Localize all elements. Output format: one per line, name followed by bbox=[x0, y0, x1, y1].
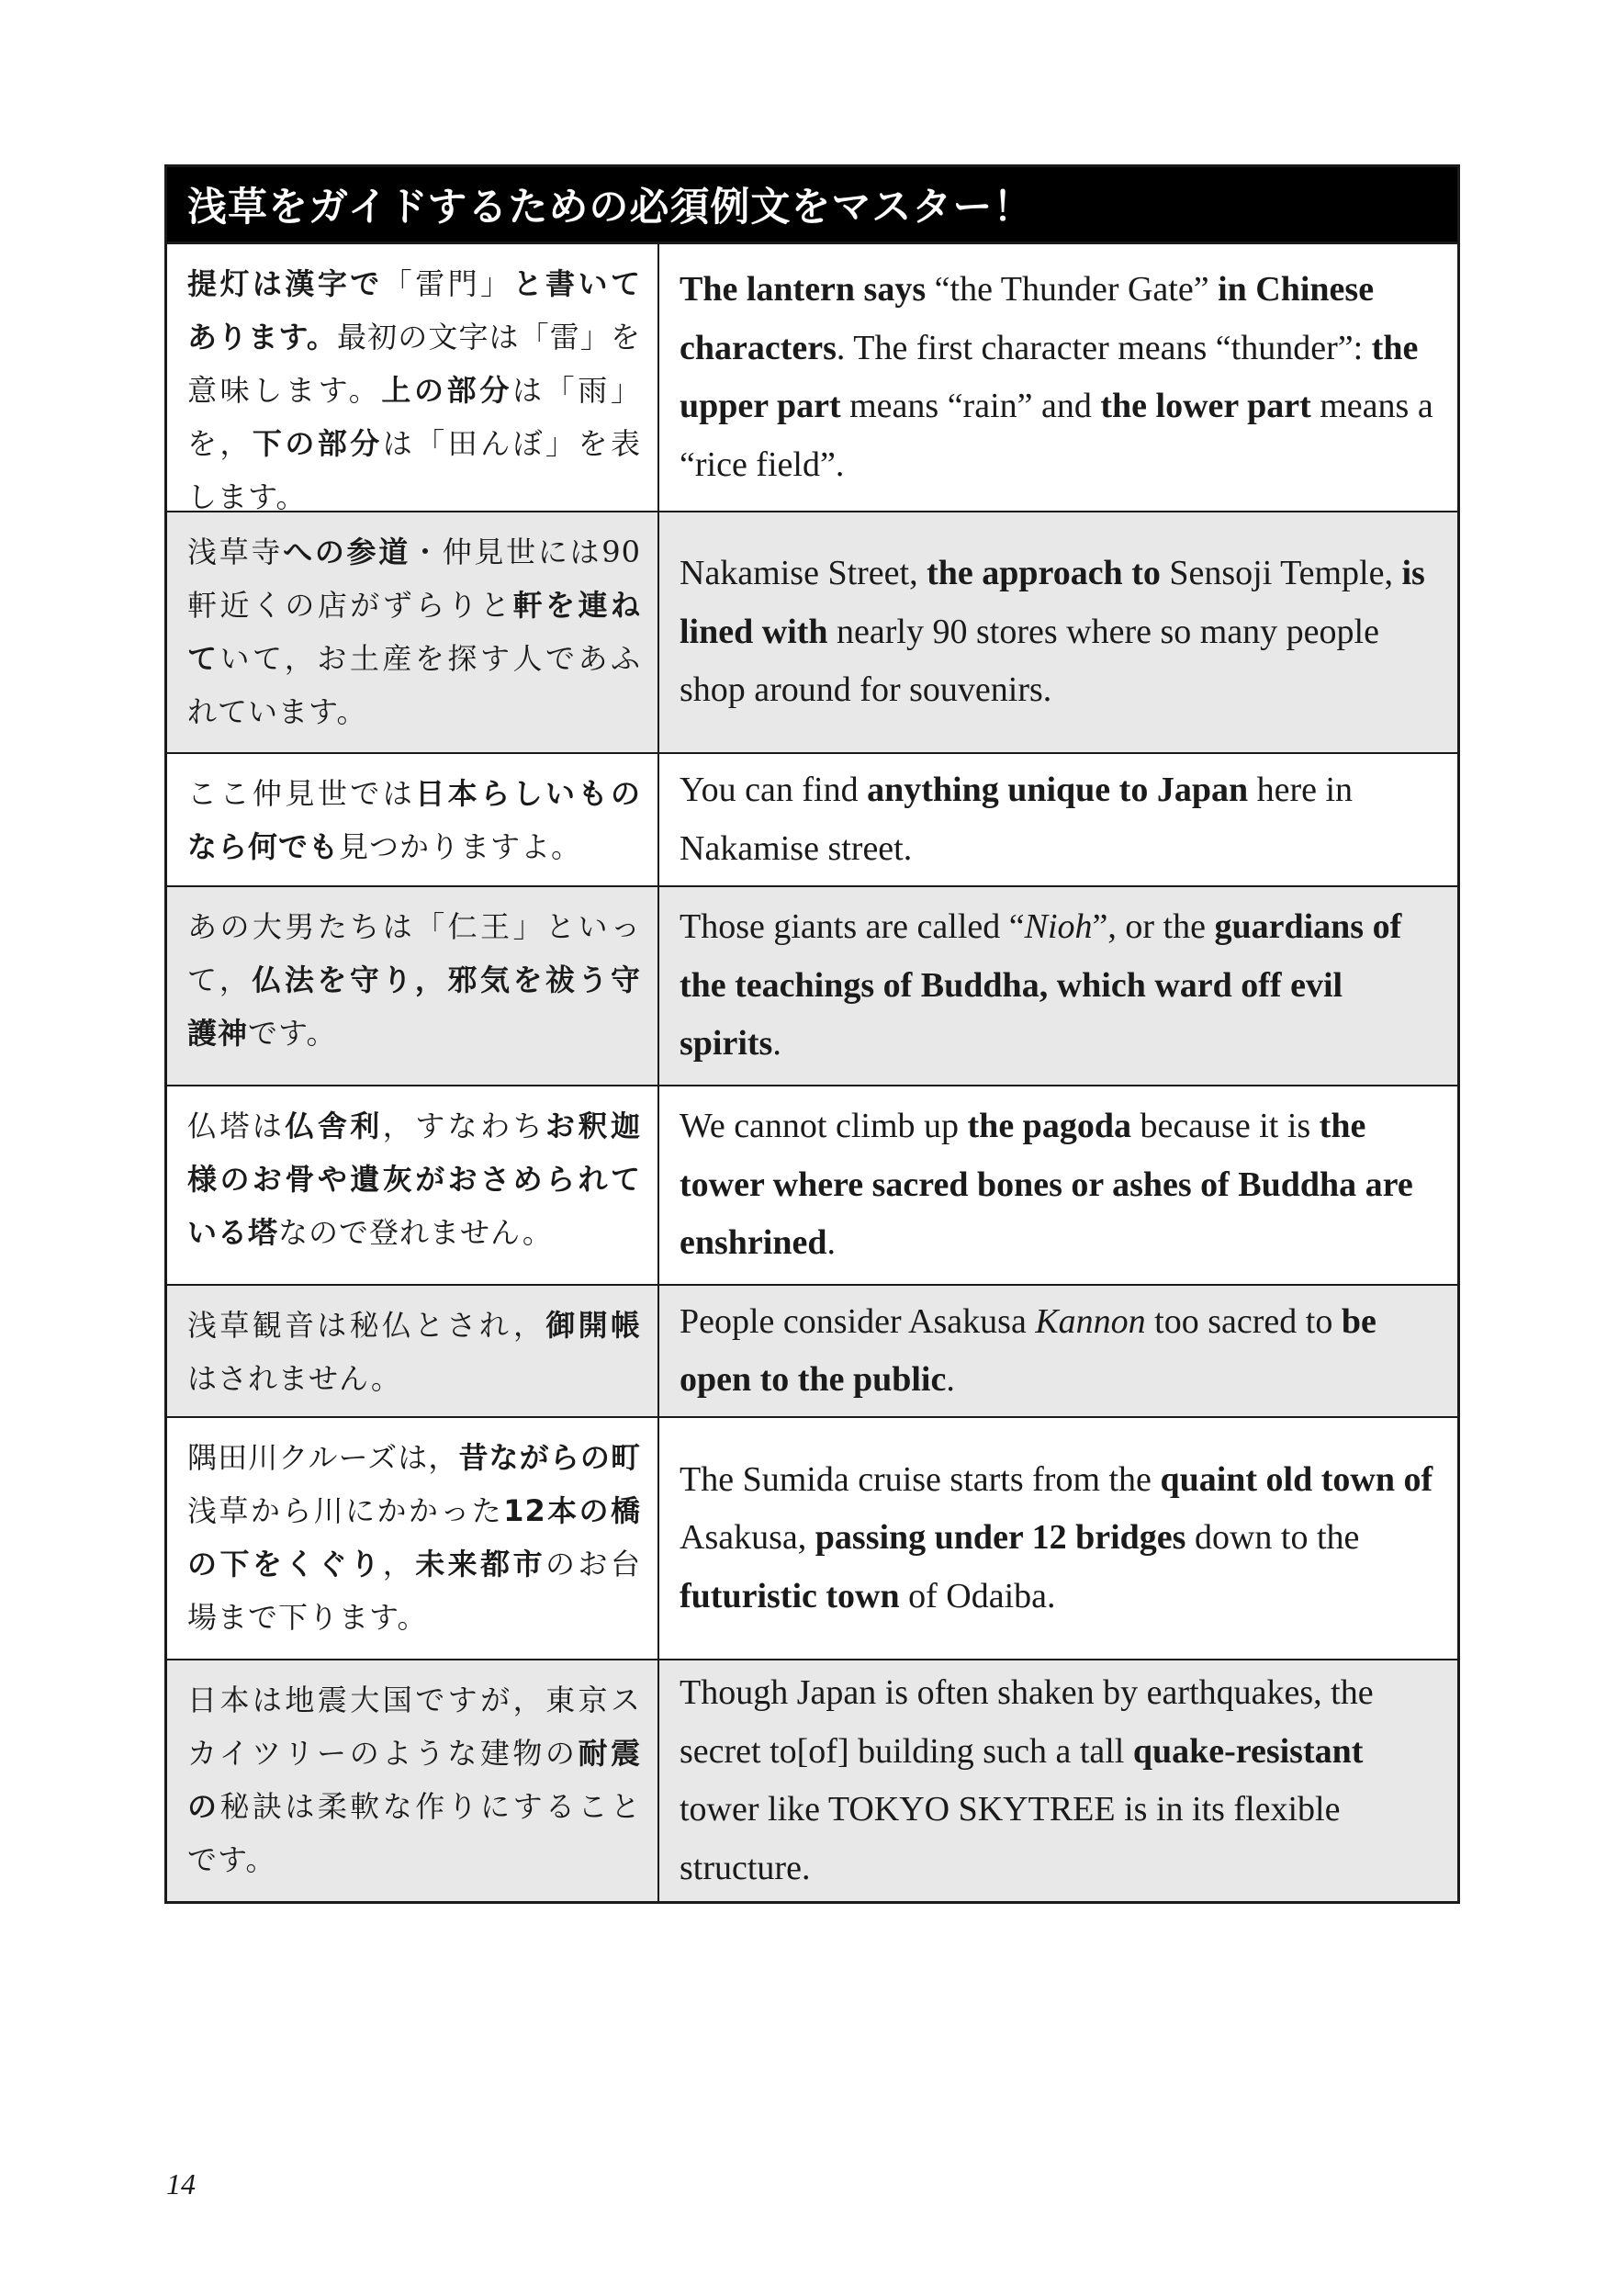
emphasis-text: お釈迦様のお骨や遺灰がおさめられている塔 bbox=[187, 1109, 641, 1250]
plain-text: は「田んぼ」を表します。 bbox=[187, 426, 641, 514]
plain-text: Sensoji Temple, bbox=[1160, 554, 1402, 593]
emphasis-text: 12本の橋の下をくぐり bbox=[187, 1493, 641, 1581]
plain-text: . bbox=[772, 1024, 781, 1064]
plain-text: のお台場まで下ります。 bbox=[187, 1547, 641, 1635]
plain-text: ， bbox=[382, 1547, 416, 1581]
plain-text: People consider Asakusa bbox=[680, 1301, 1036, 1341]
plain-text: means a “rice field”. bbox=[680, 387, 1433, 484]
plain-text: means “rain” and bbox=[840, 387, 1101, 425]
plain-text: はされません。 bbox=[187, 1361, 401, 1396]
plain-text: too sacred to bbox=[1145, 1301, 1342, 1341]
japanese-sentence bbox=[167, 512, 659, 752]
emphasis-text: passing under 12 bridges bbox=[815, 1518, 1186, 1558]
plain-text: Nakamise Street, bbox=[680, 554, 927, 593]
plain-text: ・仲見世には90軒近くの店がずらりと bbox=[187, 535, 641, 623]
emphasis-text: the upper part bbox=[680, 328, 1419, 425]
table-row bbox=[167, 885, 1457, 1085]
emphasis-text: the tower where sacred bones or ashes of Buddha are enshrined bbox=[680, 1107, 1413, 1263]
emphasis-text: in Chinese characters bbox=[680, 270, 1375, 367]
english-sentence bbox=[659, 1418, 1457, 1659]
emphasis-text: 上の部分 bbox=[381, 373, 512, 408]
english-sentence bbox=[659, 1660, 1457, 1901]
plain-text: here in Nakamise street. bbox=[680, 771, 1354, 868]
page-number: 14 bbox=[166, 2167, 196, 2200]
plain-text: 浅草観音は秘仏とされ， bbox=[187, 1308, 546, 1343]
plain-text: いて，お土産を探す人であふれています。 bbox=[187, 641, 641, 729]
emphasis-text: the approach to bbox=[927, 554, 1161, 593]
japanese-sentence bbox=[167, 887, 659, 1085]
emphasis-text: the pagoda bbox=[967, 1107, 1131, 1146]
table-row bbox=[167, 1659, 1457, 1901]
table-row bbox=[167, 752, 1457, 885]
emphasis-text: 下の部分 bbox=[252, 426, 383, 461]
plain-text: tower like TOKYO SKYTREE is in its flexible structure. bbox=[680, 1790, 1341, 1887]
emphasis-text: 耐震の bbox=[187, 1736, 641, 1824]
table-row bbox=[167, 244, 1457, 514]
plain-text: Though Japan is often shaken by earthquakes, the secret to[of] building such a tall bbox=[680, 1673, 1374, 1771]
plain-text: 日本は地震大国ですが，東京スカイツリーのような建物の bbox=[187, 1683, 641, 1771]
plain-text: Those giants are called “ bbox=[680, 907, 1025, 947]
plain-text: 最初の文字は「雷」を意味します。 bbox=[187, 320, 641, 408]
plain-text: Asakusa, bbox=[680, 1518, 815, 1558]
emphasis-text: guardians of the teachings of Buddha, which ward off evil spirits bbox=[680, 907, 1402, 1064]
plain-text: 浅草から川にかかった bbox=[187, 1493, 504, 1528]
english-sentence bbox=[659, 1286, 1457, 1416]
plain-text: 仏塔は bbox=[187, 1109, 286, 1143]
plain-text: なので登れません。 bbox=[278, 1215, 553, 1250]
plain-text: because it is bbox=[1130, 1107, 1320, 1146]
emphasis-text: quaint old town of bbox=[1160, 1459, 1433, 1499]
plain-text: of Odaiba. bbox=[899, 1576, 1056, 1615]
emphasis-text: quake-resistant bbox=[1132, 1731, 1364, 1771]
japanese-sentence bbox=[167, 754, 659, 885]
emphasis-text: the lower part bbox=[1100, 387, 1311, 425]
table-row bbox=[167, 1284, 1457, 1416]
plain-text: You can find bbox=[680, 771, 868, 809]
table-row bbox=[167, 1416, 1457, 1659]
emphasis-text: 提灯は漢字で bbox=[187, 266, 383, 301]
plain-text: 浅草寺 bbox=[187, 535, 284, 569]
english-sentence bbox=[659, 754, 1457, 885]
japanese-sentence bbox=[167, 1086, 659, 1284]
emphasis-text: be open to the public bbox=[680, 1301, 1376, 1399]
emphasis-text: 仏法を守り，邪気を祓う守護神 bbox=[187, 962, 641, 1051]
plain-text: The Sumida cruise starts from the bbox=[680, 1459, 1161, 1499]
banner-title: 浅草をガイドするための必須例文をマスター！ bbox=[167, 167, 1457, 244]
plain-text: 見つかりますよ。 bbox=[339, 829, 582, 864]
plain-text: 隅田川クルーズは， bbox=[187, 1440, 459, 1475]
plain-text: は「雨」を， bbox=[187, 373, 641, 461]
japanese-sentence bbox=[167, 1660, 659, 1901]
phrase-table bbox=[164, 164, 1460, 1904]
plain-text: あの大男たちは「仁王」といって， bbox=[187, 909, 641, 997]
plain-text: “the Thunder Gate” bbox=[926, 270, 1219, 309]
plain-text: down to the bbox=[1185, 1518, 1360, 1558]
emphasis-text: 未来都市 bbox=[415, 1547, 546, 1581]
emphasis-text: anything unique to Japan bbox=[867, 771, 1249, 809]
emphasis-text: The lantern says bbox=[680, 270, 927, 309]
japanese-sentence bbox=[167, 1418, 659, 1659]
japanese-sentence bbox=[167, 244, 659, 514]
italic-text: Nioh bbox=[1024, 907, 1093, 947]
emphasis-text: futuristic town bbox=[680, 1576, 900, 1615]
emphasis-text: 日本らしいものなら何でも bbox=[187, 776, 641, 864]
emphasis-text: への参道 bbox=[283, 535, 410, 569]
emphasis-text: is lined with bbox=[680, 554, 1425, 651]
table-row bbox=[167, 511, 1457, 752]
plain-text: . bbox=[946, 1360, 955, 1399]
emphasis-text: 仏舎利 bbox=[285, 1109, 383, 1143]
english-sentence bbox=[659, 244, 1457, 511]
plain-text: . bbox=[826, 1223, 836, 1263]
plain-text: We cannot climb up bbox=[680, 1107, 968, 1146]
plain-text: . The first character means “thunder”: bbox=[836, 328, 1372, 367]
plain-text: 秘訣は柔軟な作りにすることです。 bbox=[187, 1789, 641, 1877]
japanese-sentence bbox=[167, 1286, 659, 1416]
english-sentence bbox=[659, 887, 1457, 1085]
english-sentence bbox=[659, 1086, 1457, 1284]
emphasis-text: 御開帳 bbox=[545, 1308, 641, 1343]
plain-text: ”, or the bbox=[1092, 907, 1215, 947]
english-sentence bbox=[659, 512, 1457, 752]
plain-text: です。 bbox=[248, 1016, 337, 1051]
emphasis-text: 昔ながらの町 bbox=[458, 1440, 641, 1475]
plain-text: ここ仲見世では bbox=[187, 776, 416, 811]
emphasis-text: 軒を連ねて bbox=[187, 588, 641, 676]
table-row bbox=[167, 1085, 1457, 1284]
italic-text: Kannon bbox=[1035, 1301, 1146, 1341]
plain-text: nearly 90 stores where so many people shop around for souvenirs. bbox=[680, 612, 1379, 710]
plain-text: ，すなわち bbox=[382, 1109, 546, 1143]
emphasis-text: と書いてあります。 bbox=[187, 266, 641, 355]
plain-text: 「雷門」 bbox=[382, 266, 513, 301]
